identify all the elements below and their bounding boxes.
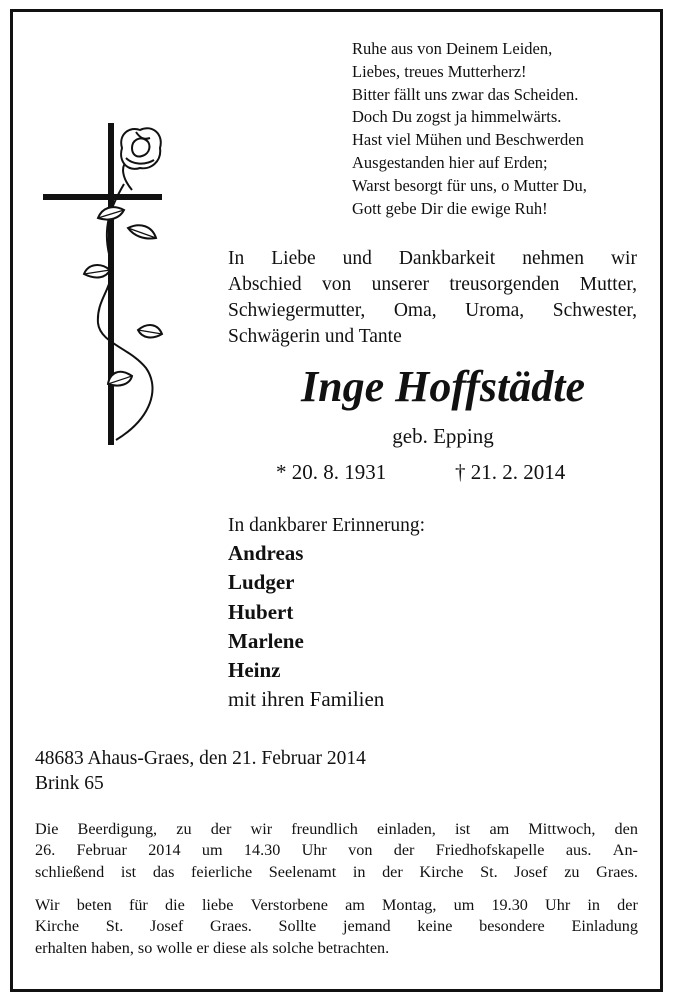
word: besondere — [479, 917, 545, 936]
funeral-line — [35, 862, 638, 883]
word: Graes. — [210, 917, 252, 936]
word: keine — [417, 917, 453, 936]
funeral-line — [35, 840, 638, 861]
prayer-info — [35, 895, 638, 959]
word: von — [322, 274, 352, 295]
word: Verstorbene — [250, 896, 328, 914]
mourner-name: Hubert — [228, 599, 294, 624]
word: Uroma, — [465, 300, 525, 321]
intro-line: Schwägerin und Tante — [228, 326, 402, 347]
intro-line — [228, 272, 637, 298]
death-date: † 21. 2. 2014 — [455, 460, 566, 484]
word: feierliche — [191, 862, 253, 881]
word: 14.30 — [243, 841, 281, 860]
word: In — [228, 248, 245, 269]
word: Dankbarkeit — [398, 248, 496, 269]
word: zu — [176, 820, 192, 838]
word: den — [614, 820, 638, 838]
word: der — [393, 841, 415, 860]
word: Uhr — [545, 896, 571, 914]
word: ist — [455, 820, 471, 838]
mourner-name: Heinz — [228, 658, 281, 683]
word: An- — [612, 841, 638, 860]
word: beten — [76, 896, 112, 914]
prayer-line — [35, 895, 638, 916]
word: 2014 — [148, 841, 181, 860]
intro-line — [228, 246, 637, 272]
word: Einladung — [571, 917, 638, 936]
word: Montag, — [382, 896, 437, 914]
poem-line: Bitter fällt uns zwar das Scheiden. — [352, 84, 579, 104]
poem-line: Warst besorgt für uns, o Mutter Du, — [352, 175, 587, 195]
poem — [352, 38, 587, 220]
word: wir — [610, 248, 637, 269]
word: St. — [105, 917, 124, 936]
word: Kirche — [35, 917, 80, 936]
word: Mittwoch, — [528, 820, 596, 838]
mourners-families: mit ihren Familien — [228, 687, 385, 712]
word: die — [164, 896, 185, 914]
word: am — [345, 896, 365, 914]
funeral-info — [35, 819, 638, 883]
word: jemand — [342, 917, 391, 936]
mourner-name: Ludger — [228, 570, 295, 595]
word: Seelenamt — [268, 862, 337, 881]
word: Liebe — [271, 248, 316, 269]
word: Sollte — [278, 917, 317, 936]
mourners-intro: In dankbarer Erinnerung: — [228, 515, 426, 536]
word: in — [352, 862, 366, 881]
birth-date: * 20. 8. 1931 — [276, 460, 387, 484]
cross-rose-icon — [40, 118, 170, 453]
intro-line — [228, 298, 637, 324]
word: Schwester, — [552, 300, 637, 321]
word: von — [348, 841, 373, 860]
word: der — [210, 820, 232, 838]
funeral-line — [35, 819, 638, 840]
word: in — [587, 896, 600, 914]
mourners-list — [228, 539, 384, 715]
word: treusorgenden — [449, 274, 560, 295]
poem-line: Liebes, treues Mutterherz! — [352, 61, 527, 81]
mourner-name: Marlene — [228, 628, 304, 653]
word: um — [453, 896, 475, 914]
word: Februar — [76, 841, 127, 860]
prayer-line: erhalten haben, so wolle er diese als solche betrachten. — [35, 938, 390, 957]
word: aus. — [565, 841, 592, 860]
word: unserer — [371, 274, 429, 295]
word: Die — [35, 820, 59, 838]
poem-line: Gott gebe Dir die ewige Ruh! — [352, 198, 548, 218]
word: einladen, — [376, 820, 436, 838]
word: wir — [250, 820, 273, 838]
mourner-name: Andreas — [228, 541, 304, 565]
word: am — [489, 820, 510, 838]
word: Oma, — [393, 300, 437, 321]
word: Josef — [150, 917, 184, 936]
poem-line: Hast viel Mühen und Beschwerden — [352, 130, 584, 150]
word: Kirche — [419, 862, 464, 881]
word: Schwiegermutter, — [228, 300, 366, 321]
word: Abschied — [228, 274, 302, 295]
address-block — [35, 746, 366, 796]
word: Graes. — [596, 862, 638, 881]
poem-line: Ausgestanden hier auf Erden; — [352, 152, 548, 172]
word: das — [152, 862, 175, 881]
word: Friedhofskapelle — [435, 841, 545, 860]
poem-line: Doch Du zogst ja himmelwärts. — [352, 107, 562, 127]
word: liebe — [201, 896, 234, 914]
word: 26. — [35, 841, 56, 860]
word: Josef — [514, 862, 548, 881]
word: ist — [120, 862, 137, 881]
word: um — [201, 841, 223, 860]
word: und — [342, 248, 372, 269]
word: nehmen — [522, 248, 584, 269]
maiden-name: geb. Epping — [392, 424, 494, 448]
poem-line: Ruhe aus von Deinem Leiden, — [352, 39, 553, 58]
intro-text — [228, 246, 637, 350]
word: der — [382, 862, 403, 881]
word: zu — [564, 862, 580, 881]
deceased-name: Inge Hoffstädte — [301, 362, 585, 411]
word: schließend — [35, 862, 105, 881]
word: Uhr — [301, 841, 327, 860]
word: St. — [480, 862, 498, 881]
word: für — [128, 896, 148, 914]
place-date: 48683 Ahaus-Graes, den 21. Februar 2014 — [35, 748, 366, 769]
word: der — [617, 896, 638, 914]
street: Brink 65 — [35, 773, 104, 794]
word: Beerdigung, — [77, 820, 158, 838]
word: freundlich — [291, 820, 358, 838]
word: Mutter, — [579, 274, 637, 295]
word: Wir — [35, 896, 60, 914]
prayer-line — [35, 916, 638, 937]
word: 19.30 — [491, 896, 528, 914]
